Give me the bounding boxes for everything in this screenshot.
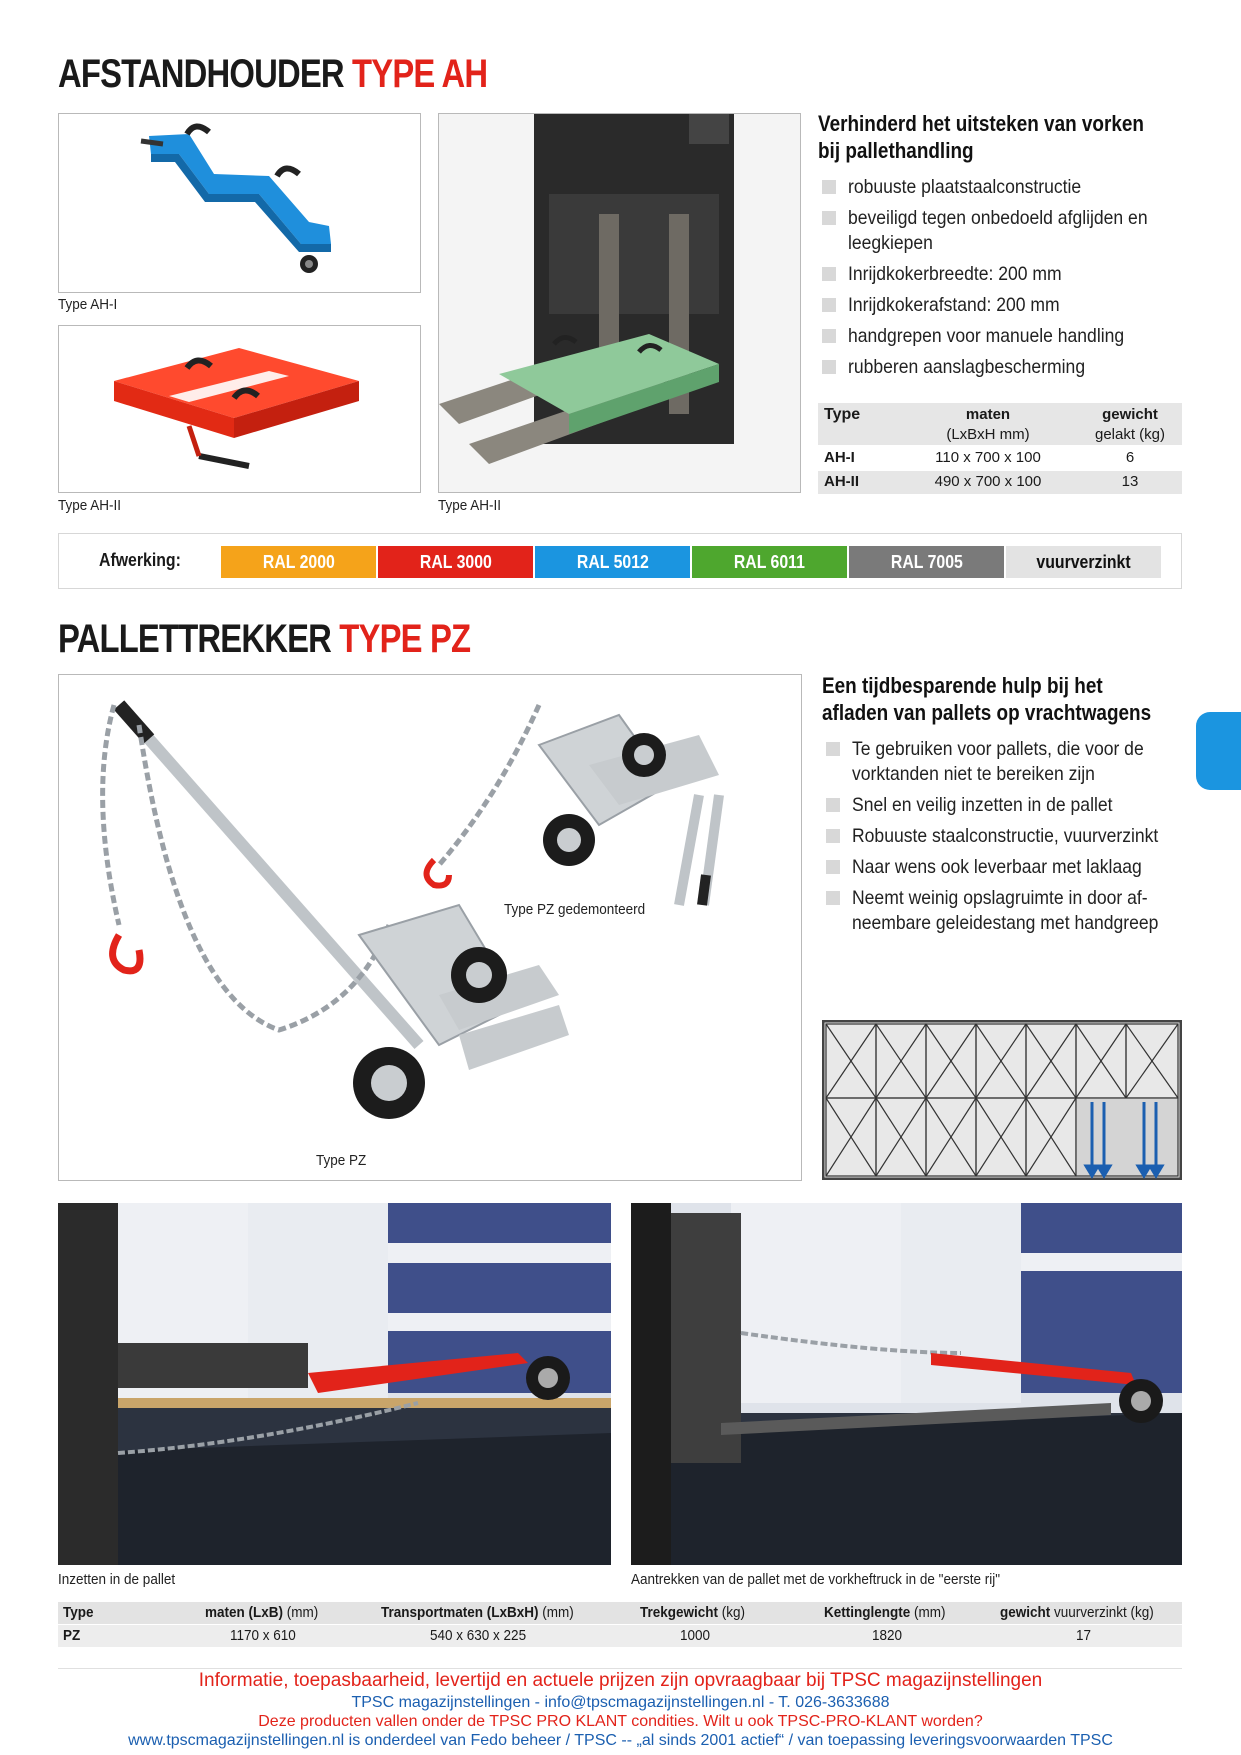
table-row [58, 1625, 1182, 1647]
table-header-cell: Kettinglengte (mm) [824, 1604, 946, 1621]
bullet-square-icon [826, 742, 840, 756]
caption-ah-forklift: Type AH-II [438, 497, 502, 514]
pz-illustration [59, 675, 802, 1181]
swatch-ral-5012: RAL 5012 [535, 546, 690, 578]
swatch-ral-7005: RAL 7005 [849, 546, 1004, 578]
table-header-cell: Trekgewicht (kg) [640, 1604, 746, 1621]
table-cell: PZ [63, 1627, 81, 1644]
title-ah-black: AFSTANDHOUDER [58, 52, 344, 96]
spec-header-gewicht: gewicht [1102, 406, 1158, 423]
list-item: Snel en veilig inzetten in de pallet [824, 793, 1184, 818]
feature-title-ah [818, 110, 1144, 164]
list-item: Robuuste staalconstructie, vuurverzinkt [824, 824, 1184, 849]
list-item: Inrijdkokerafstand: 200 mm [820, 293, 1180, 318]
pallet-loading-diagram [822, 1020, 1182, 1180]
ah-1-illustration [59, 114, 421, 293]
caption-photo-insert: Inzetten in de pallet [58, 1571, 176, 1588]
table-cell: 540 x 630 x 225 [430, 1627, 527, 1644]
footer-divider [58, 1668, 1182, 1669]
product-image-ah-1 [58, 113, 421, 293]
feature-list-pz [824, 737, 1184, 942]
spec-table-ah [818, 403, 1182, 494]
forklift-illustration [439, 114, 801, 493]
list-item: neembare geleidestang met handgreep [852, 912, 1159, 934]
spec-cell-type: AH-I [824, 449, 855, 466]
table-cell: 1170 x 610 [230, 1627, 296, 1644]
photo-insert-illustration [58, 1203, 611, 1565]
bullet-square-icon [826, 891, 840, 905]
pallet-diagram-svg [822, 1020, 1182, 1180]
spec-header-type: Type [824, 406, 861, 423]
spec-cell-maten: 490 x 700 x 100 [934, 473, 1042, 490]
feature-title-pz-line1: Een tijdbesparende hulp bij het [822, 673, 1103, 698]
spec-header-gewicht-unit: gelakt (kg) [1094, 426, 1166, 443]
bullet-square-icon [822, 267, 836, 281]
ah-2-illustration [59, 326, 421, 493]
list-item: Neemt weinig opslagruimte in door af- [824, 886, 1184, 911]
table-cell: 17 [1076, 1627, 1092, 1644]
bullet-square-icon [822, 360, 836, 374]
finish-label: Afwerking: [99, 550, 181, 570]
swatch-ral-2000: RAL 2000 [221, 546, 376, 578]
product-image-ah-forklift [438, 113, 801, 493]
spec-cell-gewicht: 13 [1121, 473, 1139, 490]
footer-pro-klant: Deze producten vallen onder de TPSC PRO KLANT condities. Wilt u ook TPSC-PRO-KLANT worden? [258, 1713, 983, 1730]
finish-bar [58, 533, 1182, 589]
bullet-square-icon [822, 329, 836, 343]
title-pz-red: TYPE PZ [339, 617, 471, 661]
feature-list-ah [820, 175, 1180, 386]
title-pz-black: PALLETTREKKER [58, 617, 331, 661]
caption-pz-dismantled: Type PZ gedemonteerd [504, 901, 646, 918]
caption-ah-2: Type AH-II [58, 497, 122, 514]
bullet-square-icon [826, 798, 840, 812]
page-title-ah [58, 52, 487, 97]
swatch-vuurverzinkt: vuurverzinkt [1006, 546, 1161, 578]
title-ah-red: TYPE AH [352, 52, 488, 96]
feature-title-ah-line1: Verhinderd het uitsteken van vorken [818, 111, 1144, 136]
photo-pull-pallet [631, 1203, 1182, 1565]
feature-title-pz [822, 672, 1151, 726]
table-header-cell: Transportmaten (LxBxH) (mm) [381, 1604, 574, 1621]
list-item: Naar wens ook leverbaar met laklaag [824, 855, 1184, 880]
table-header-cell: maten (LxB) (mm) [205, 1604, 319, 1621]
footer-contact[interactable]: TPSC magazijnstellingen - info@tpscmagazijnstellingen.nl - T. 026-3633688 [351, 1694, 890, 1711]
caption-photo-pull: Aantrekken van de pallet met de vorkheftruck in de "eerste rij" [631, 1571, 1001, 1588]
product-image-pz [58, 674, 802, 1181]
caption-pz: Type PZ [316, 1152, 367, 1169]
table-header-cell: Type [63, 1604, 94, 1621]
feature-title-ah-line2: bij pallethandling [818, 138, 974, 163]
photo-pull-illustration [631, 1203, 1182, 1565]
bullet-square-icon [822, 211, 836, 225]
table-cell: 1000 [680, 1627, 711, 1644]
product-image-ah-2 [58, 325, 421, 493]
bullet-square-icon [822, 298, 836, 312]
caption-ah-1: Type AH-I [58, 296, 118, 313]
page-title-pz [58, 617, 470, 662]
list-item: vorktanden niet te bereiken zijn [852, 763, 1095, 785]
list-item: handgrepen voor manuele handling [820, 324, 1180, 349]
spec-cell-maten: 110 x 700 x 100 [935, 449, 1041, 466]
list-item: Inrijdkokerbreedte: 200 mm [820, 262, 1180, 287]
bullet-square-icon [826, 860, 840, 874]
list-item: rubberen aanslagbescherming [820, 355, 1180, 380]
list-item: robuuste plaatstaalconstructie [820, 175, 1180, 200]
spec-cell-type: AH-II [824, 473, 859, 490]
list-item: leegkiepen [848, 232, 933, 254]
table-cell: 1820 [872, 1627, 903, 1644]
footer-info: Informatie, toepasbaarheid, levertijd en actuele prijzen zijn opvraagbaar bij TPSC magazijnstellingen [198, 1670, 1043, 1691]
spec-header-maten-unit: (LxBxH mm) [946, 426, 1030, 443]
table-header-cell: gewicht vuurverzinkt (kg) [1000, 1604, 1154, 1621]
feature-title-pz-line2: afladen van pallets op vrachtwagens [822, 700, 1152, 725]
table-header-row [58, 1602, 1182, 1624]
bullet-square-icon [822, 180, 836, 194]
spec-cell-gewicht: 6 [1125, 449, 1135, 466]
swatch-ral-3000: RAL 3000 [378, 546, 533, 578]
bullet-square-icon [826, 829, 840, 843]
side-tab-marker [1196, 712, 1241, 790]
spec-header-maten: maten [965, 406, 1011, 423]
footer-website[interactable]: www.tpscmagazijnstellingen.nl is onderdeel van Fedo beheer / TPSC -- „al sinds 2001 actief“ / van toepassing leveringsvoorwaarden TPSC [128, 1732, 1113, 1749]
swatch-ral-6011: RAL 6011 [692, 546, 847, 578]
photo-insert-pallet [58, 1203, 611, 1565]
list-item: Te gebruiken voor pallets, die voor de [824, 737, 1184, 762]
list-item: beveiligd tegen onbedoeld afglijden en [820, 206, 1180, 231]
